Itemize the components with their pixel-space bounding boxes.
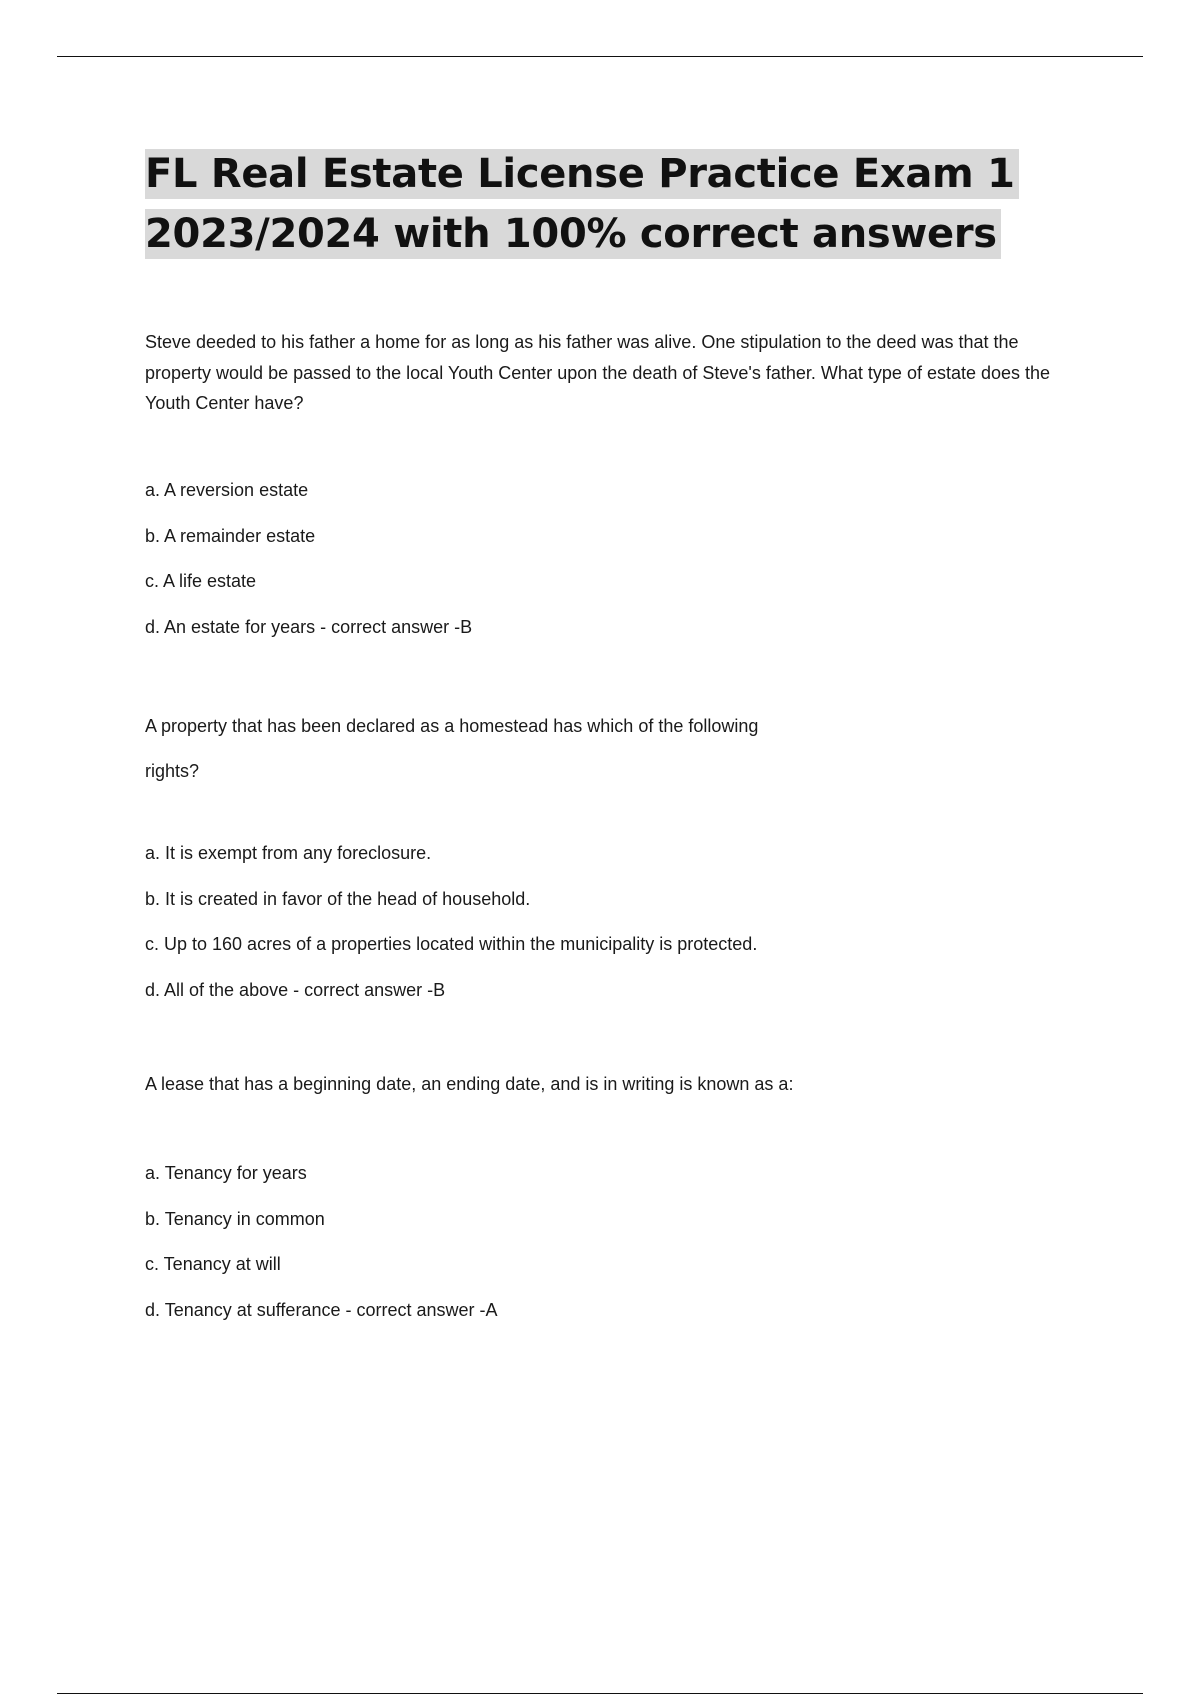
answer-options xyxy=(145,838,757,1020)
option-c: c. Up to 160 acres of a properties located within the municipality is protected. xyxy=(145,934,758,954)
option-c: c. Tenancy at will xyxy=(145,1254,281,1274)
option-a: a. Tenancy for years xyxy=(145,1163,307,1183)
option-a: a. A reversion estate xyxy=(145,480,309,500)
question-text: A lease that has a beginning date, an ending date, and is in writing is known as a: xyxy=(145,1074,794,1094)
option-b: b. It is created in favor of the head of household. xyxy=(145,888,531,909)
option-b: b. Tenancy in common xyxy=(145,1208,325,1229)
option-b: b. A remainder estate xyxy=(145,525,316,546)
option-a: a. It is exempt from any foreclosure. xyxy=(145,843,432,863)
bottom-rule xyxy=(57,1693,1143,1694)
option-c: c. A life estate xyxy=(145,571,257,591)
question-text: Steve deeded to his father a home for as long as his father was alive. One stipulation to the deed was that the property would be passed to the local Youth Center upon the death of Steve's father. What type of estate does the Youth Center have? xyxy=(145,332,1051,413)
top-rule xyxy=(57,56,1143,57)
answer-options xyxy=(145,475,472,657)
option-d: d. An estate for years - correct answer -B xyxy=(145,616,473,637)
question-text: A property that has been declared as a homestead has which of the following rights? xyxy=(145,716,759,781)
option-d: d. All of the above - correct answer -B xyxy=(145,979,446,1000)
page-title-text: FL Real Estate License Practice Exam 1 2023/2024 with 100% correct answers xyxy=(145,149,1019,259)
page-title xyxy=(145,144,1075,264)
answer-options xyxy=(145,1158,498,1340)
option-d: d. Tenancy at sufferance - correct answer -A xyxy=(145,1299,498,1320)
